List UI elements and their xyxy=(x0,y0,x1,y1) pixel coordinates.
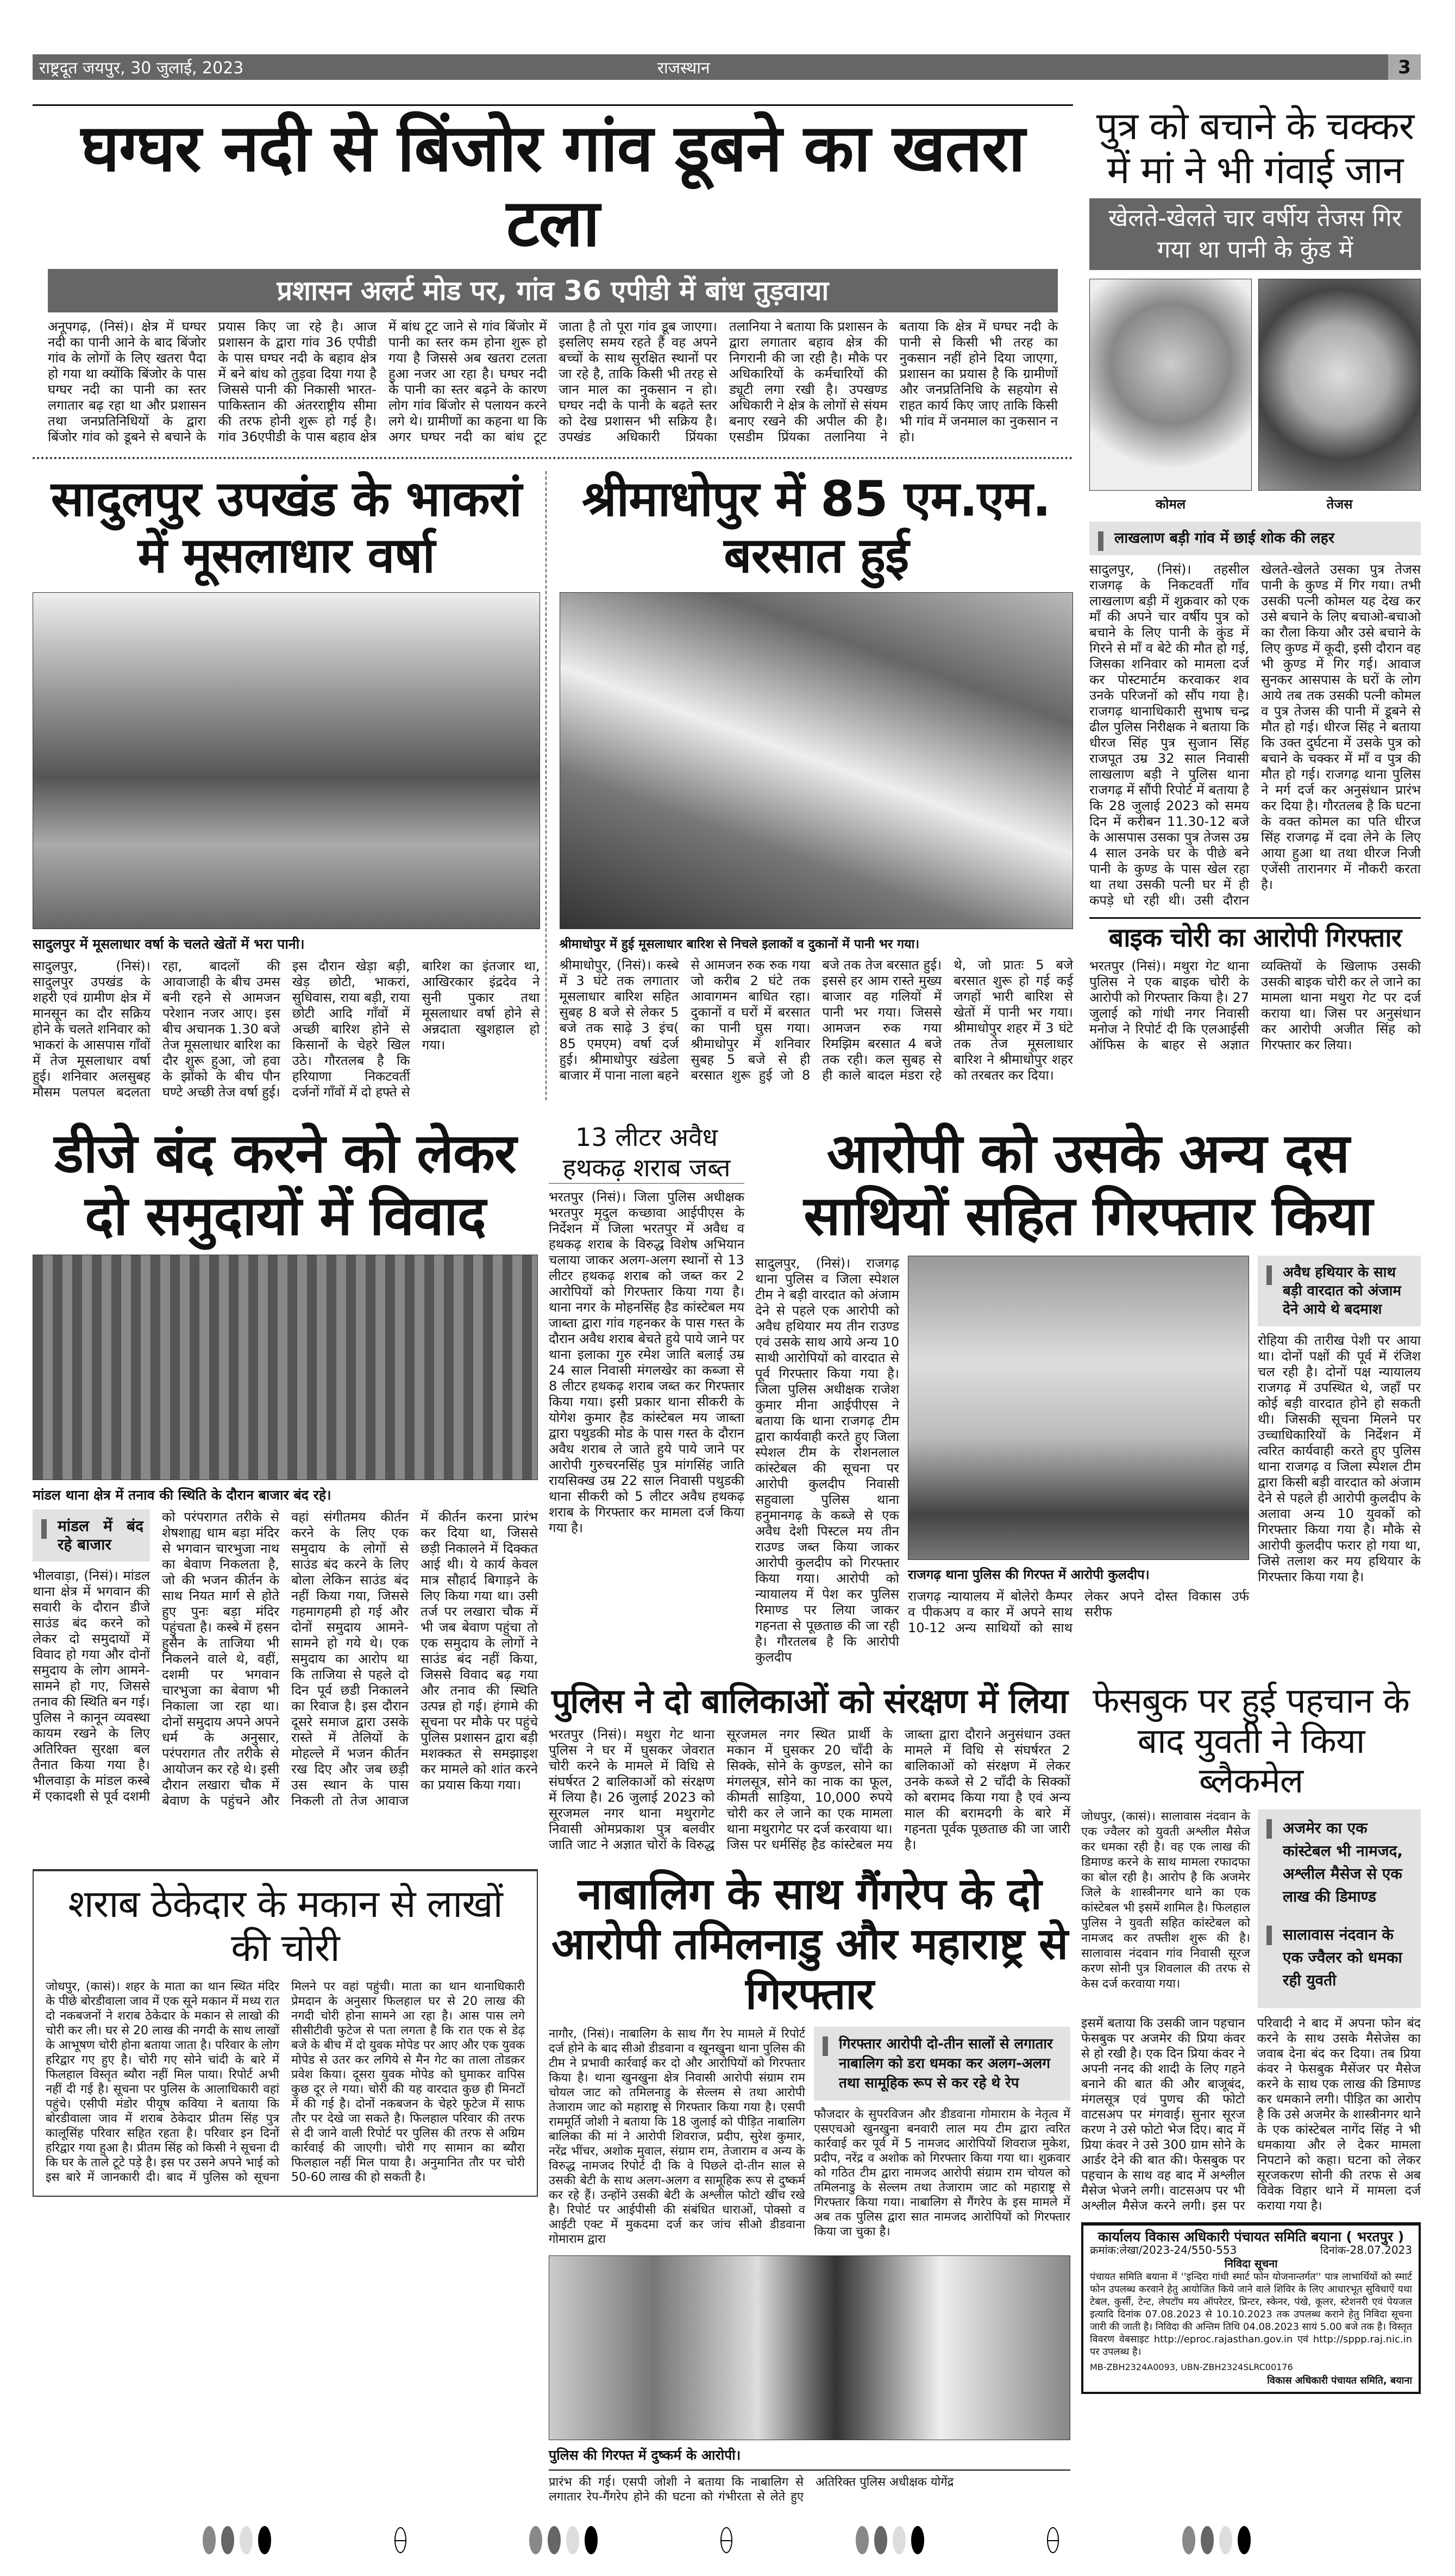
dj-photo-caption: मांडल थाना क्षेत्र में तनाव की स्थिति के दौरान बाजार बंद रहे। xyxy=(33,1487,331,1503)
gangrape-photo-caption: पुलिस की गिरफ्त में दुष्कर्म के आरोपी। xyxy=(549,2447,741,2464)
girls-article-body: भरतपुर (निसं)। मथुरा गेट थाना पुलिस ने घर में घुसकर जेवरात चोरी करने के मामले में विधि से संघर्षरत 2 बालिकाओं को संरक्षण में लिया है। 26 जुलाई 2023 को सूरजमल नगर थाना मथुरागेट निवासी ओमप्रकाश पुत्र बलवीर जाति जाट ने अज्ञात चोरों के विरुद्ध सूरजमल नगर स्थित प्रार्थी के मकान में घुसकर 20 चाँदी के सिक्के, सोने के कुण्डल, सोने का मंगलसूत्र, सोने का नाक का फूल, कीमती साड़िया, 10,000 रुपये चोरी कर ले जाने का एक मामला थाना मथुरागेट पर दर्ज करवाया था। जिस पर धर्मसिंह हैड कांस्टेबल मय जाब्ता द्वारा दौराने अनुसंधान उक्त मामले में विधि से संघर्षरत 2 बालिकाओं को संरक्षण में लेकर उनके कब्जे से 2 चाँदी के सिक्कों को बरामद किया गया है एवं अन्य माल की बरामदगी के बारे में गहनता पूर्वक पूछताछ की जा जारी है। xyxy=(549,1727,1070,1853)
dj-story xyxy=(33,1122,538,1809)
theft-article-body: जोधपुर, (कासं)। शहर के माता का थान स्थित मंदिर के पीछे बोरडीवाला जाव में एक सूने मकान में मध्य रात दो नकबजनों ने शराब ठेकेदार के मकान से लाखो की चोरी कर ली। घर से 20 लाख की नगदी के साथ लाखों के आभूषण चोरी होना बताया जाता है। परिवार के लोग हरिद्वार गए हुए है। चोरी गए सोने चांदी के बारे में फिलहाल विस्तृत ब्यौरा नहीं मिल पाया। रिपोर्ट अभी नहीं दी गई है। सूचना पर पुलिस के आलाधिकारी वहां पहुंचे। एसीपी मंडोर पीयूष कविया ने बताया कि बोरडीवाला जाव में शराब ठेकेदार प्रीतम सिंह पुत्र कालूसिंह परिवार सहित रहता है। परिवार इन दिनों हरिद्वार गया हुआ है। प्रीतम सिंह को किसी ने सूचना दी कि घर के ताले टूटे पड़े है। इस पर उसने अपने भाई को इस बारे में जानकारी दी। बाद में पुलिस को सूचना मिलने पर वहां पहुंची। माता का थान थानाधिकारी प्रेमदान के अनुसार फिलहाल घर से 20 लाख की नगदी चोरी होना सामने आ रहा है। आस पास लगे सीसीटीवी फुटेज से पता लगता है कि रात एक से डेढ़ बजे के बीच में दो युवक मोपेड पर आए और एक युवक मोपेड से उतर कर लगिये से मैन गेट का ताला तोडक़र प्रवेश किया। दूसरा युवक मोपेड को घुमाकर वापिस कुछ दूर ले गया। चोरी की यह वारदात कुछ ही मिनटों में की गई है। दोनों नकबजन के चेहरे फुटेज में साफ तौर पर देखे जा सकते है। फिलहाल परिवार की तरफ से दी जाने वाली रिपोर्ट पर पुलिस की तरफ से अग्रिम कार्रवाई की जाएगी। चोरी गए सामान का ब्यौरा फिलहाल नहीं मिल पाया है। अनुमानित तौर पर चोरी 50-60 लाख की हो सकती है। xyxy=(46,1980,525,2185)
gangrape-article-body-part2: प्रारंभ की गई। एसपी जोशी ने बताया कि नाबालिग से लगातार रेप-गैंगरेप होने की घटना को गंभीरता से लेते हुए अतिरिक्त पुलिस अधीक्षक योगेंद्र xyxy=(549,2475,954,2504)
liquor-headline xyxy=(549,1122,744,1184)
facebook-highlight-box xyxy=(1258,1809,1421,2008)
page-number: 3 xyxy=(1388,54,1421,80)
facebook-headline: फेसबुक पर हुई पहचान के बाद युवती ने किया ब्लैकमेल xyxy=(1093,1681,1409,1802)
divider xyxy=(1089,917,1421,919)
dj-headline: डीजे बंद करने को लेकर दो समुदायों में विवाद xyxy=(54,1121,516,1248)
facebook-article-body-part2: इसमें बताया कि उसकी जान पहचान फेसबुक पर अजमेर की प्रिया कंवर से हो रखी है। एक दिन प्रिया कंवर ने अपनी ननद की शादी के लिए गहने बनाने की बात की और बाजूबंद, मंगलसूत्र एवं पुणच की फोटो वाटसअप पर मंगवाई। सुनार सूरज करण ने उसे फोटो भेज दिए। बाद में प्रिया कंवर ने उसे 300 ग्राम सोने के आर्डर देने की बात की। फेसबुक पर पहचान के साथ वह बाद में अश्लील मैसेज भेजने लगी। वाटसअप पर भी अश्लील मैसेज करने लगी। इस पर परिवादी ने बाद में अपना फोन बंद करने के साथ उसके मैसेजेस का जवाब देना बंद कर दिया। तब प्रिया कंवर ने फेसबुक मैसेंजर पर मैसेज करने के साथ एक लाख की डिमाण्ड कर धमकाने लगी। पीड़ित का आरोप है कि उसे अजमेर के शास्त्रीनगर थाने के एक कांस्टेबल नागेंद सिंह ने भी धमकाया और ले देकर मामला निपटाने को कहा। घटना को लेकर सूरजकरण सोनी की तरफ से अब विवेक विहार थाने में मामला दर्ज कराया गया है। xyxy=(1081,2016,1421,2213)
edition-date: राष्ट्रदूत जयपुर, 30 जुलाई, 2023 xyxy=(39,59,244,78)
color-registration-mark xyxy=(1182,2526,1251,2554)
son-article-body: सादुलपुर, (निसं)। तहसील राजगढ़ के निकटवर्ती गाँव लाखलाण बड़ी में शुक्रवार को एक माँ की अपने चार वर्षीय पुत्र को बचाने के लिए पानी के कुंड में गिरने से माँ व बेटे की मौत हो गई, जिसका शनिवार को मामला दर्ज कर पोस्टमार्टम करवाकर शव उनके परिजनों को सौंप गया है। राजगढ़ थानाधिकारी सुभाष चन्द्र ढील पुलिस निरीक्षक ने बताया कि धीरज सिंह पुत्र सुजान सिंह राजपूत उम्र 32 साल निवासी लाखलाण बड़ी ने पुलिस थाना राजगढ़ में सौंपी रिपोर्ट में बताया है कि 28 जुलाई 2023 को समय दिन में करीबन 11.30-12 बजे के आसपास उसका पुत्र तेजस उम्र 4 साल उनके घर के पीछे बने पानी के कुण्ड के पास खेल रहा था तथा उसकी पत्नी घर में ही कपड़े धो रही थी। उसी दौरान खेलते-खेलते उसका पुत्र तेजस पानी के कुण्ड में गिर गया। तभी उसकी पत्नी कोमल यह देख कर उसे बचाने के लिए बचाओ-बचाओ का रौला किया और उसे बचाने के लिए कुण्ड में कूदी, इसी दौरान वह भी कुण्ड में गिर गई। आवाज सुनकर आसपास के घरों के लोग आये तब तक उसकी पत्नी कोमल व पुत्र तेजस की पानी में डूबने से मौत हो गई। धीरज सिंह ने बताया कि उक्त दुर्घटना में उसके पुत्र को बचाने के चक्कर में माँ व पुत्र की मौत हो गई। राजगढ़ थाना पुलिस ने मर्ग दर्ज कर अनुसंधान प्रारंभ कर दिया है। गौरतलब है कि घटना के वक्त कोमल का पति धीरज सिंह राजगढ़ में दवा लेने के लिए आया हुआ था तथा धीरज निजी एजेंसी तारानगर में नौकरी करता है। xyxy=(1089,562,1421,908)
page-header xyxy=(33,54,1421,80)
flooded-street-photo xyxy=(560,592,1074,929)
weather-stories xyxy=(33,471,1073,1100)
arrest-photo-caption: राजगढ़ थाना पुलिस की गिरफ्त में आरोपी कुलदीप। xyxy=(908,1567,1150,1582)
main-subheadline: प्रशासन अलर्ट मोड पर, गांव 36 एपीडी में बांध तुड़वाया xyxy=(48,269,1058,312)
lower-section xyxy=(33,1122,1421,2504)
color-registration-mark xyxy=(529,2526,598,2554)
theft-headline: शराब ठेकेदार के मकान से लाखों की चोरी xyxy=(68,1882,503,1970)
crosshair-registration-mark xyxy=(394,2527,406,2553)
facebook-top xyxy=(1081,1809,1421,2008)
notice-ref: क्रमांक:लेखा/2023-24/550-553 xyxy=(1090,2243,1237,2257)
portrait-photo-tejas xyxy=(1258,279,1421,491)
box-bar xyxy=(1098,531,1103,551)
arrest-story xyxy=(755,1122,1421,1665)
box-bar xyxy=(1266,1819,1272,1839)
photo-komal-block xyxy=(1089,279,1252,513)
madhopur-headline: श्रीमाधोपुर में 85 एम.एम. बरसात हुई xyxy=(582,471,1051,584)
madhopur-story xyxy=(560,471,1074,1100)
theft-story-box xyxy=(33,1869,538,2197)
crosshair-registration-mark xyxy=(720,2527,732,2553)
notice-heading: निविदा सूचना xyxy=(1224,2257,1278,2270)
girls-story xyxy=(549,1682,1070,1853)
color-registration-mark xyxy=(203,2526,271,2554)
madhopur-photo-caption: श्रीमाधोपुर में हुई मूसलाधार बारिश से निचले इलाकों व दुकानों में पानी भर गया। xyxy=(559,937,920,951)
photo-tejas-block xyxy=(1258,279,1421,513)
son-highlight-text: लाखलाण बड़ी गांव में छाई शोक की लहर xyxy=(1114,530,1334,547)
sadulpur-photo-caption: सादुलपुर में मूसलाधार वर्षा के चलते खेतों में भरा पानी। xyxy=(33,936,305,952)
notice-title: कार्यालय विकास अधिकारी पंचायत समिति बयाना ( भरतपुर ) xyxy=(1097,2228,1404,2245)
girls-headline: पुलिस ने दो बालिकाओं को संरक्षण में लिया xyxy=(551,1681,1068,1721)
son-story xyxy=(1089,104,1421,1100)
notice-date: दिनांक-28.07.2023 xyxy=(1320,2243,1412,2257)
arrest-columns xyxy=(755,1256,1421,1665)
dj-article-text: भीलवाड़ा, (निसं)। मांडल थाना क्षेत्र में भगवान की सवारी के दौरान डीजे साउंड बंद करने को लेकर दो समुदायों में विवाद हो गया और दोनों समुदाय के लोग आमने-सामने हो गए, जिससे तनाव की स्थिति बन गई। पुलिस ने कानून व्यवस्था कायम रखने के लिए अतिरिक्त सुरक्षा बल तैनात किया गया है। भीलवाड़ा के मांडल कस्बे में एकादशी से पूर्व दशमी को परंपरागत तरीके से शेषशाह्य धाम बड़ा मंदिर से भगवान चारभुजा नाथ का बेवाण निकलता है, जो की भजन कीर्तन के साथ नियत मार्ग से होते हुए पुनः बड़ा मंदिर पहुंचता है। कस्बे में हसन हुसैन के ताजिया भी निकलने वाले थे, वहीं, दशमी पर भगवान चारभुजा का बेवाण भी निकाला जा रहा था। दोनों समुदाय अपने अपने धर्म के अनुसार, परंपरागत तौर तरीके से आयोजन कर रहे थे। इसी दौरान लखारा चौक में बेवाण के पहुंचने और वहां संगीतमय कीर्तन करने के लिए एक समुदाय के लोगों से साउंड बंद करने के लिए बोला लेकिन साउंड बंद नहीं किया गया, जिससे गहमागहमी हो गई और दोनों समुदाय आमने-सामने हो गये थे। एक समुदाय का आरोप था कि ताजिया से पहले दो दिन पूर्व छडी निकालने का रिवाज है। इस दौरान दूसरे समाज द्वारा उसके रास्ते में तेलियों के मोहल्ले में भजन कीर्तन रख दिए और जब छड़ी उस स्थान के पास निकली तो तेज आवाज में कीर्तन करना प्रारंभ कर दिया था, जिससे छड़ी निकालने में दिक्कत आई थी। ये कार्य केवल मात्र सौहार्द बिगाड़ने के लिए किया गया था। उसी तर्ज पर लखारा चौक में भी जब बेवाण पहुंचा तो एक समुदाय के लोगों ने साउंड बंद नहीं किया, जिससे विवाद बढ़ गया और तनाव की स्थिति उत्पन्न हो गई। हंगामे की सूचना पर मौके पर पहुंचे पुलिस प्रशासन द्वारा बड़ी मशक्कत से समझाइश कर मामले को शांत करने का प्रयास किया गया। xyxy=(33,1509,538,1808)
main-article-body: अनूपगढ़, (निसं)। क्षेत्र में घग्घर नदी का पानी आने के बाद बिंजोर गांव के लोगों के लिए खतरा पैदा हो गया था क्योंकि बिंजोर के पास घग्घर नदी का पानी का स्तर लगातार बढ़ रहा था और प्रशासन तथा जनप्रतिनिधियों के द्वारा बिंजोर गांव को डूबने से बचाने के प्रयास किए जा रहे है। आज प्रशासन के द्वारा गांव 36 एपीडी के पास घग्घर नदी के बहाव क्षेत्र में बने बांध को तुड़वा दिया गया है जिससे पानी की निकासी भारत-पाकिस्तान की अंतरराष्ट्रीय सीमा की तरफ होनी शुरू हो गई है। गांव 36एपीडी के पास बहाव क्षेत्र में बांध टूट जाने से गांव बिंजोर में पानी का स्तर कम होना शुरू हो गया है जिससे अब खतरा टलता हुआ नजर आ रहा है। घग्घर नदी के पानी का स्तर बढ़ने के कारण लोग गांव बिंजोर से पलायन करने लगे थे। ग्रामीणों का कहना था कि अगर घग्घर नदी का बांध टूट जाता है तो पूरा गांव डूब जाएगा। इसलिए समय रहते हैं वह अपने बच्चों के साथ सुरक्षित स्थानों पर जा रहे है, ताकि किसी भी तरह से जान माल का नुकसान न हो। घग्घर नदी के पानी के बढ़ते स्तर को देख प्रशासन भी सक्रिय है। उपखंड अधिकारी प्रिंयका तलानिया ने बताया कि प्रशासन के द्वारा लगातार बहाव क्षेत्र की निगरानी की जा रही है। मौके पर अधिकारियों के कर्मचारियों की ड्यूटी लगा रखी है। उपखण्ड अधिकारी ने क्षेत्र के लोगों से संयम बनाए रखने की अपील की है। एसडीम प्रिंयका तलानिया ने बताया कि क्षेत्र में घग्घर नदी के पानी से किसी भी तरह का नुकसान नहीं होने दिया जाएगा, प्रशासन का प्रयास है कि ग्रामीणों और जनप्रतिनिधि के सहयोग से राहत कार्य किए जाए ताकि किसी भी गांव में जनमाल का नुकसान न हो। xyxy=(48,319,1058,444)
arrest-article-body-part2: राजगढ़ न्यायालय में बोलेरो कैम्पर व पीकअप व कार में अपने साथ 10-12 अन्य साथियों को साथ लेकर अपने दोस्त विकास उर्फ सरीफ xyxy=(908,1589,1249,1635)
top-section xyxy=(33,104,1421,1100)
gangrape-highlight-box xyxy=(814,2027,1070,2101)
gangrape-story xyxy=(549,1869,1070,2504)
facebook-highlight-text-1: अजमेर का एक कांस्टेबल भी नामजद, अश्लील मैसेज से एक लाख की डिमाण्ड xyxy=(1283,1819,1403,1906)
divider xyxy=(549,2470,1070,2471)
portrait-photo-komal xyxy=(1089,279,1252,491)
dj-highlight-box xyxy=(33,1509,150,1562)
photo-name-komal: कोमल xyxy=(1155,497,1186,512)
section-name: राजस्थान xyxy=(657,59,710,78)
gangrape-highlight-text: गिरफ्तार आरोपी दो-तीन सालों से लगातार नाबालिग को डरा धमका कर अलग-अलग तथा सामूहिक रूप से कर रहे थे रेप xyxy=(839,2036,1053,2092)
box-bar xyxy=(1266,1926,1272,1945)
color-registration-mark xyxy=(856,2526,924,2554)
bike-article-body: भरतपुर (निसं)। मथुरा गेट थाना पुलिस ने एक बाइक चोरी के आरोपी को गिरफ्तार किया है। 27 जुलाई को गांधी नगर निवासी मनोज ने रिपोर्ट दी कि एलआईसी ऑफिस के बाहर से अज्ञात व्यक्तियों के खिलाफ उसकी उसकी बाइक चोरी कर ले जाने का मामला थाना मथुरा गेट पर दर्ज कराया था। जिस पर अनुसंधान कर आरोपी अजीत सिंह को गिरफ्तार कर लिया। xyxy=(1089,958,1421,1053)
arrest-highlight-text: अवैध हथियार के साथ बड़ी वारदात को अंजाम देने आये थे बदमाश xyxy=(1283,1264,1401,1318)
facebook-story xyxy=(1081,1682,1421,2394)
notice-signature: विकास अधिकारी पंचायत समिति, बयाना xyxy=(1267,2374,1412,2386)
facebook-article-body-part1: जोधपुर, (कासं)। सालावास नंदवान के एक ज्वैलर को युवती अश्लील मैसेज कर धमका रही है। वह एक लाख की डिमाण्ड करने के साथ मामला रफादफा का बोल रही है। आरोप है कि अजमेर जिले के शास्त्रीनगर थाने का एक कांस्टेबल भी इसमें शामिल है। फिलहाल पुलिस ने युवती सहित कांस्टेबल को नामजद कर तफ्तीश शुरू की है। सालावास नंदवान गांव निवासी सूरज करण सोनी पुत्र शिवलाल की तरफ से केस दर्ज करवाया गया। xyxy=(1081,1809,1250,1991)
notice-codes: MB-ZBH2324A0093, UBN-ZBH2324SLRC00176 xyxy=(1090,2361,1293,2372)
arrest-article-body-part3: रोहिया की तारीख पेशी पर आया था। दोनों पक्षों की पूर्व में रंजिश चल रही है। दोनों पक्ष न्यायालय राजगढ़ में उपस्थित थे, जहाँ पर कोई बड़ी वारदात होने हो सकती थी। जिसकी सूचना मिलने पर उच्चाधिकारियों के निर्देशन में त्वरित कार्यवाही करते हुए पुलिस थाना राजगढ़ व जिला स्पेशल टीम द्वारा किसी बड़ी वारदात को अंजाम देने से पहले ही आरोपी कुलदीप के अलावा अन्य 10 युवकों को गिरफ्तार किया गया है। मौके से आरोपी कुलदीप फरार हो गया था, जिसे तलाश कर मय हथियार के गिरफ्तार किया गया है। xyxy=(1258,1333,1421,1584)
gangrape-headline: नाबालिग के साथ गैंगरेप के दो आरोपी तमिलनाडु और महाराष्ट्र से गिरफ्तार xyxy=(551,1869,1068,2020)
arrest-photo-column xyxy=(908,1256,1249,1665)
liquor-headline-line2: हथकढ़ शराब जब्त xyxy=(549,1152,744,1184)
son-photos xyxy=(1089,279,1421,513)
sadulpur-article-body: सादुलपुर, (निसं)। सादुलपुर उपखंड के शहरी एवं ग्रामीण क्षेत्र में मानसून का दौर सक्रिय होने के चलते शनिवार को भाकरां के आसपास गाँवों में तेज मूसलाधार वर्षा हुई। शनिवार अलसुबह मौसम पलपल बदलता रहा, बादलों की आवाजाही के बीच उमस बनी रहने से आमजन परेशान नजर आए। इस बीच अचानक 1.30 बजे तेज मूसलाधार बारिश का दौर शुरू हुआ, जो हवा के झोंको के बीच पौन घण्टे अच्छी तेज वर्षा हुई। इस दौरान खेड़ा बड़ी, खेड़ छोटी, भाकरां, सुधिवास, राया बड़ी, राया छोटी आदि गाँवों में अच्छी बारिश होने से किसानों के चेहरे खिल उठे। गौरतलब है कि हरियाणा निकटवर्ती दर्जनों गाँवों में दो हफ्ते से बारिश का इंतजार था, आखिरकार इंद्रदेव ने सुनी पुकार तथा मूसलाधार वर्षा होने से अन्नदाता खुशहाल हो गया। xyxy=(33,958,540,1100)
son-headline: पुत्र को बचाने के चक्कर में मां ने भी गंवाई जान xyxy=(1096,104,1414,192)
dj-article-body xyxy=(33,1509,538,1809)
registration-marks xyxy=(33,2526,1421,2554)
facebook-highlight-text-2: सालावास नंदवान के एक ज्वैलर को धमका रही युवती xyxy=(1283,1925,1402,1989)
box-bar xyxy=(1266,1265,1272,1285)
notice-body: पंचायत समिति बयाना में ''इन्दिरा गांधी स्मार्ट फोन योजनान्तर्गत'' पात्र लाभार्थियों को स्मार्ट फोन उपलब्ध करवाने हेतु आयोजित किये जाने वाले शिविर के लिए आधारभूत सुविधाऐं यथा टेबल, कुर्सी, टेन्ट, लेपटॉप मय ऑपरेटर, प्रिन्टर, स्केनर, पंखे, कूलर, स्टेशनरी एवं पेयजल इत्यादि दिनांक 07.08.2023 से 10.10.2023 तक उपलब्ध कराने हेतु निविदा सूचना जारी की जाती है। निविदा की अन्तिम तिथि 04.08.2023 सायं 5.00 बजे तक है। विस्तृत विवरण वेबसाइट http://eproc.rajasthan.gov.in एवं http://sppp.raj.nic.in पर उपलब्ध है। xyxy=(1090,2271,1412,2358)
sadulpur-headline: सादुलपुर उपखंड के भाकरां में मूसलाधार वर्षा xyxy=(51,471,522,584)
dj-highlight-text: मांडल में बंद रहे बाजार xyxy=(58,1517,143,1553)
facebook-highlight-1 xyxy=(1258,1809,1421,1916)
gangrape-columns xyxy=(549,2027,1070,2247)
sadulpur-story xyxy=(33,471,547,1100)
arrest-side-column xyxy=(1258,1256,1421,1665)
liquor-article-body: भरतपुर (निसं)। जिला पुलिस अधीक्षक भरतपुर मृदुल कच्छावा आईपीएस के निर्देशन में जिला भरतपुर में अवैध व हथकढ़ शराब के विरुद्ध विशेष अभियान चलाया जाकर अलग-अलग स्थानों से 13 लीटर हथकढ़ शराब को जब्त कर 2 आरोपियों को गिरफ्तार किया गया है। थाना नगर के मोहनसिंह हैड कांस्टेबल मय जाब्ता द्वारा गांव गहनकर के पास गस्त के दौरान अवैध शराब बेचते हुये पाये जाने पर थाना इलाका गुरु रमेश जाति बलाई उम्र 24 साल निवासी मंगलखेर का कब्जा से 8 लीटर हथकढ़ शराब जब्त कर गिरफ्तार किया गया। इसी प्रकार थाना सीकरी के योगेश कुमार हैड कांस्टेबल मय जाब्ता द्वारा पथुडकी मोड के पास गस्त के दौरान अवैध शराब ले जाते हुये पाये जाने पर आरोपी गुरुचरनसिंह पुत्र मांगसिंह जाति रायसिक्ख उम्र 22 साल निवासी पथुडकी थाना सीकरी को 5 लीटर अवैध हथकढ़ शराब के गिरफ्तार कर मामला दर्ज किया गया है। xyxy=(549,1189,745,1535)
tender-notice xyxy=(1081,2222,1421,2394)
box-bar xyxy=(41,1519,47,1539)
liquor-story xyxy=(549,1122,744,1536)
box-bar xyxy=(823,2036,828,2056)
gangrape-article-body-part1: नागौर, (निसं)। नाबालिग के साथ गैंग रेप मामले में रिपोर्ट दर्ज होने के बाद सीओ डीडवाना व खूनखुना थाना पुलिस की टीम ने प्रभावी कार्रवाई कर दो और आरोपियों को गिरफ्तार किया है। थाना खुनखुना क्षेत्र निवासी आरोपी संग्राम राम चोयल जाट को तमिलनाडु के सेल्लम से तथा आरोपी तेजाराम जाट को महाराष्ट्र से गिरफ्तार किया गया है। एसपी राममूर्ति जोशी ने बताया कि 18 जुलाई को पीड़ित नाबालिग बालिका की मां ने आरोपी शिवराज, प्रदीप, सुरेश कुमार, नरेंद्र भींचर, अशोक मुवाल, संग्राम राम, तेजाराम व अन्य के विरुद्ध नामजद रिपोर्ट दी कि वे पिछले दो-तीन साल से उसकी बेटी के साथ अलग-अलग व सामूहिक रूप से दुष्कर्म कर रहे हैं। उन्होंने उसकी बेटी के अश्लील फोटो खींच रखे है। रिपोर्ट पर आईपीसी की संबंधित धाराओं, पोक्सो व आईटी एक्ट में मुकदमा दर्ज कर जांच सीओ डीडवाना गोमाराम द्वारा xyxy=(549,2027,805,2247)
accused-photo xyxy=(549,2255,1070,2440)
facebook-highlight-2 xyxy=(1258,1916,1421,2000)
photo-name-tejas: तेजस xyxy=(1326,497,1353,512)
madhopur-article-body: श्रीमाधोपुर, (निसं)। कस्बे में 3 घंटे तक लगातार मूसलाधार बारिश सहित सुबह 8 बजे से लेकर 5 बजे तक साढ़े 3 इंच( 85 एमएम) वर्षा दर्ज हुई। श्रीमाधोपुर खंडेला बाजार में पाना नाला बहने से आमजन रुक रुक गया जो करीब 2 घंटे तक आवागमन बाधित रहा। दुकानों व घरों में बरसात का पानी घुस गया। श्रीमाधोपुर में शनिवार सुबह 5 बजे से ही बरसात शुरू हुई जो 8 बजे तक तेज बरसात हुई। इससे हर आम रास्ते मुख्य बाजार वह गलियों में पानी भर गया। जिससे आमजन रुक गया रिमझिम बरसात 4 बजे तक रही। कल सुबह से ही काले बादल मंडरा रहे थे, जो प्रातः 5 बजे बरसात शुरू हो गई कई जगहों भारी बारिश से खेतों में पानी भर गया। श्रीमाधोपुर शहर में 3 घंटे तक तेज मूसलाधार बारिश ने श्रीमाधोपुर शहर को तरबतर कर दिया। xyxy=(559,957,1073,1083)
notice-meta xyxy=(1090,2243,1412,2257)
gangrape-article-body-part3: फौजदार के सुपरविजन और डीडवाना गोमाराम के नेतृत्व में एसएचओ खुनखुना बनवारी लाल मय टीम द्वारा त्वरित कार्रवाई कर पूर्व में 5 नामजद आरोपियों शिवराज मुकेश, प्रदीप, नरेंद्र व अशोक को गिरफ्तार किया गया था। शुक्रवार को गठित टीम द्वारा नामजद आरोपी संग्राम राम चोयल को तमिलनाडु के सेल्लम तथा तेजाराम जाट को महाराष्ट्र से गिरफ्तार किया गया। नाबालिग से गैंगरेप के इस मामले में अब तक पुलिस द्वारा सात नामजद आरोपियों को गिरफ्तार किया जा चुका है। xyxy=(814,2108,1070,2239)
police-with-accused-photo xyxy=(908,1256,1249,1560)
main-story xyxy=(33,104,1073,1100)
gangrape-side xyxy=(814,2027,1070,2247)
divider xyxy=(33,104,1073,106)
arrest-article-body-part1: सादुलपुर, (निसं)। राजगढ़ थाना पुलिस व जिला स्पेशल टीम ने बड़ी वारदात को अंजाम देने से पहले एक आरोपी को अवैध हथियार मय तीन राउण्ड एवं उसके साथ आये अन्य 10 साथी आरोपियों को वारदात से पूर्व गिरफ्तार किया गया है। जिला पुलिस अधीक्षक राजेश कुमार मीना आईपीएस ने बताया कि थाना राजगढ़ टीम द्वारा कार्यवाही करते हुए जिला स्पेशल टीम के रोशनलाल कांस्टेबल की सूचना पर आरोपी कुलदीप निवासी सहुवाला पुलिस थाना हनुमानगढ़ के कब्जे से एक अवैध देशी पिस्टल मय तीन राउण्ड जब्त किया जाकर आरोपी कुलदीप को गिरफ्तार किया गया। आरोपी को न्यायालय में पेश कर पुलिस रिमाण्ड पर लिया जाकर गहनता से पूछताछ की जा रही है। गौरतलब है कि आरोपी कुलदीप xyxy=(755,1256,899,1665)
main-headline: घग्घर नदी से बिंजोर गांव डूबने का खतरा टला xyxy=(80,111,1025,261)
crosshair-registration-mark xyxy=(1047,2527,1059,2553)
son-highlight-box xyxy=(1089,522,1421,555)
bike-headline: बाइक चोरी का आरोपी गिरफ्तार xyxy=(1108,923,1402,953)
arrest-highlight-box xyxy=(1258,1256,1421,1326)
liquor-headline-line1: 13 लीटर अवैध xyxy=(575,1123,718,1152)
arrest-headline: आरोपी को उसके अन्य दस साथियों सहित गिरफ्तार किया xyxy=(804,1121,1372,1248)
divider xyxy=(33,457,1073,459)
closed-market-photo xyxy=(33,1255,538,1480)
son-subheadline: खेलते-खेलते चार वर्षीय तेजस गिर गया था पानी के कुंड में xyxy=(1089,198,1421,270)
flooded-field-photo xyxy=(33,592,540,929)
